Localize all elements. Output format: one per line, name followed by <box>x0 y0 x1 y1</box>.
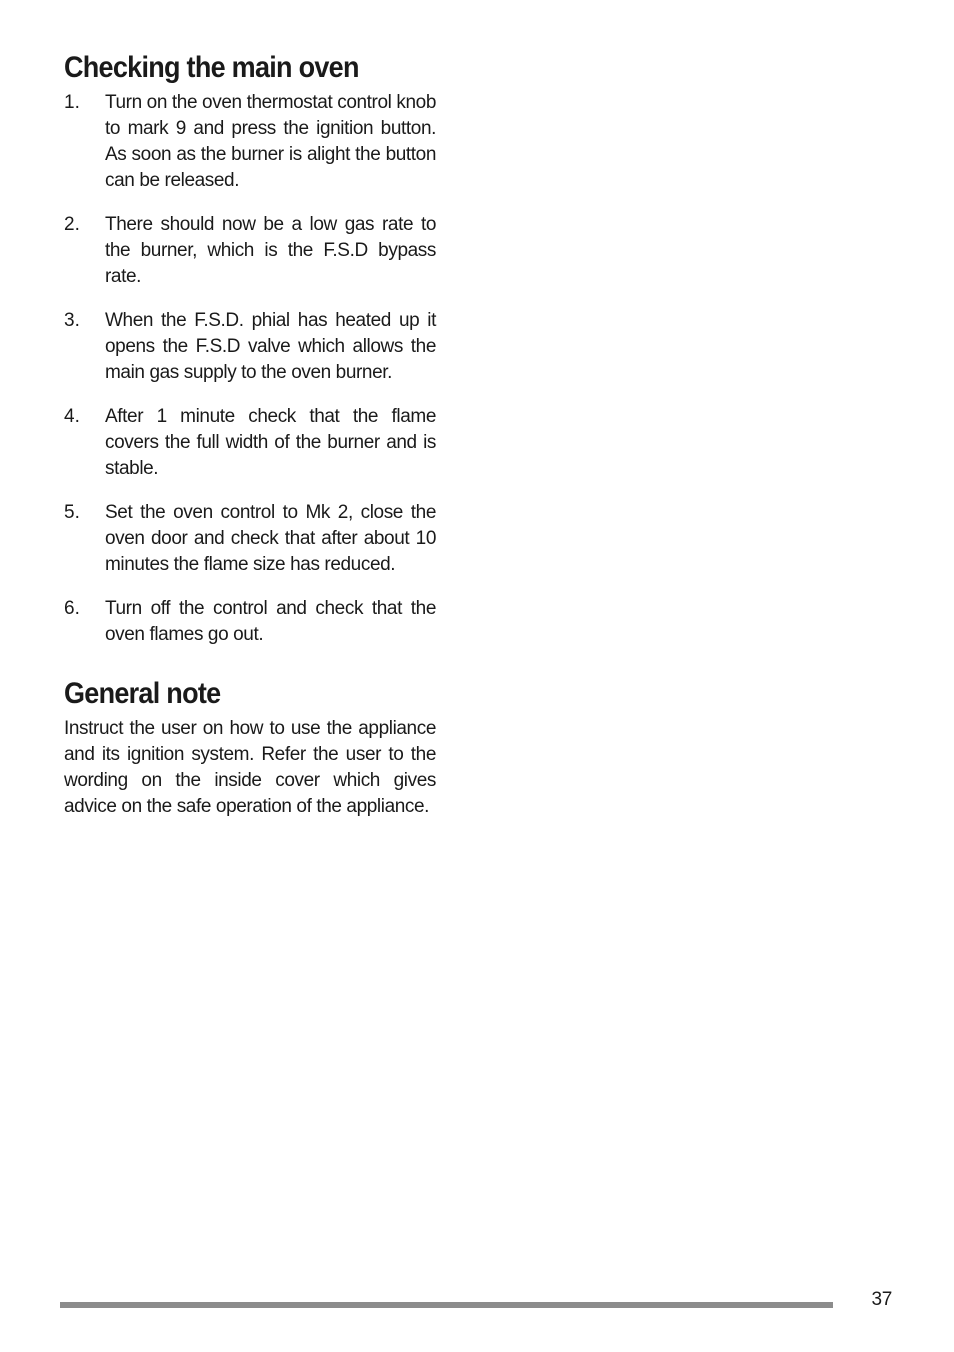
list-item <box>64 308 436 386</box>
step-text: There should now be a low gas rate to the burner, which is the F.S.D bypass rate. <box>105 214 436 287</box>
step-text: Turn off the control and check that the oven flames go out. <box>105 598 436 645</box>
list-item <box>64 404 436 482</box>
list-item <box>64 212 436 290</box>
step-number: 1. <box>64 92 80 113</box>
steps-list <box>64 90 436 648</box>
section-title-general-note: General note <box>64 677 221 710</box>
list-item <box>64 500 436 578</box>
section-title-checking-main-oven: Checking the main oven <box>64 51 359 84</box>
step-text: After 1 minute check that the flame covers the full width of the burner and is stable. <box>105 406 436 479</box>
list-item <box>64 90 436 194</box>
page-number: 37 <box>871 1289 892 1310</box>
general-note-text: Instruct the user on how to use the appliance and its ignition system. Refer the user to the wording on the inside cover which gives advice on the safe operation of the appliance. <box>64 718 436 817</box>
footer-rule <box>60 1302 833 1308</box>
step-text: When the F.S.D. phial has heated up it opens the F.S.D valve which allows the main gas supply to the oven burner. <box>105 310 436 383</box>
step-number: 4. <box>64 406 80 427</box>
list-item <box>64 596 436 648</box>
step-number: 5. <box>64 502 80 523</box>
step-text: Turn on the oven thermostat control knob to mark 9 and press the ignition button. As soon as the burner is alight the button can be released. <box>105 92 436 191</box>
content-column <box>64 48 436 820</box>
step-number: 6. <box>64 598 80 619</box>
step-number: 3. <box>64 310 80 331</box>
step-text: Set the oven control to Mk 2, close the oven door and check that after about 10 minutes the flame size has reduced. <box>105 502 436 575</box>
step-number: 2. <box>64 214 80 235</box>
